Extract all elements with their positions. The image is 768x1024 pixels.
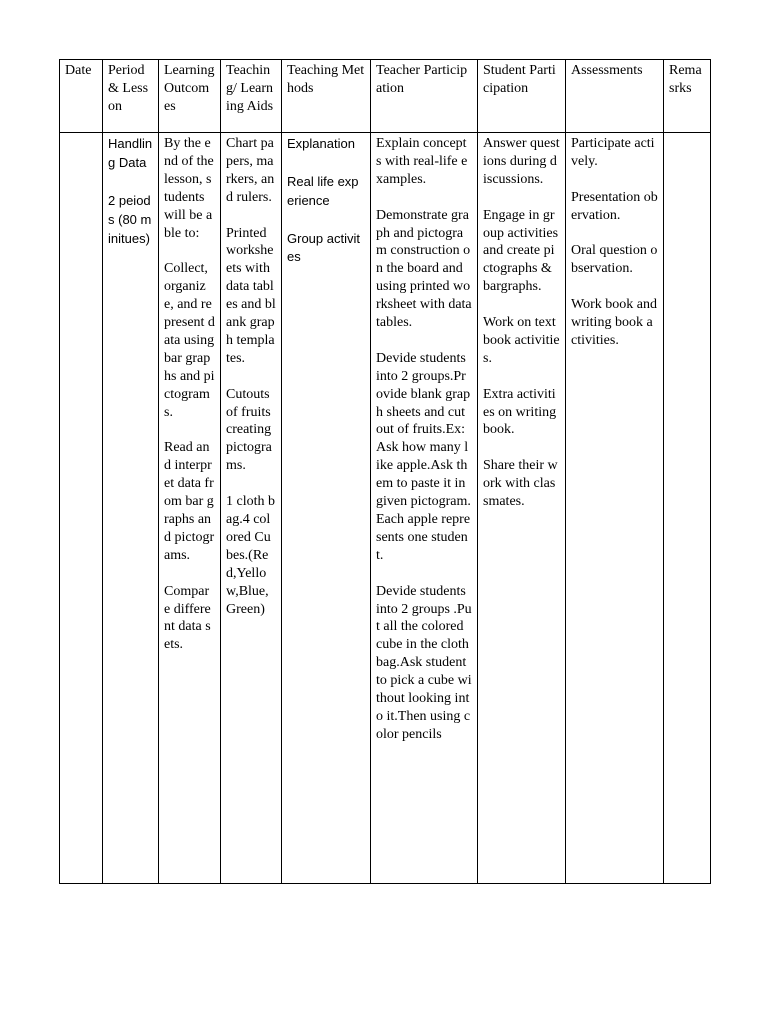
teacher-item: Explain concepts with real-life examples. <box>376 136 468 187</box>
lesson-plan-table <box>59 59 711 884</box>
student-item: Work on textbook activities. <box>483 315 560 366</box>
assessment-item: Work book and writing book activities. <box>571 297 657 348</box>
student-item: Extra activities on writing book. <box>483 386 557 438</box>
aid-item: 1 cloth bag.4 colored Cubes.(Red,Yellow,Blue,Green) <box>226 494 275 617</box>
period-duration: 2 peiods (80 minitues) <box>108 192 152 246</box>
student-item: Engage in group activities and create pictographs & bargraphs. <box>483 207 559 295</box>
period-topic: Handling Data <box>108 136 153 170</box>
header-student-participation: Student Participation <box>478 60 566 133</box>
student-item: Answer questions during discussions. <box>483 136 560 187</box>
header-teaching-methods: Teaching Methods <box>282 60 371 133</box>
cell-remarks <box>664 133 711 884</box>
header-remarks: Remasrks <box>664 60 711 133</box>
aid-item: Printed worksheets with data tables and blank graph templates. <box>226 225 276 366</box>
assessment-item: Presentation obervation. <box>571 189 658 223</box>
assessment-item: Oral question observation. <box>571 243 658 277</box>
cell-period-lesson <box>103 133 159 884</box>
header-period-lesson: Period & Lesson <box>103 60 159 133</box>
header-learning-outcomes: Learning Outcomes <box>159 60 221 133</box>
aid-item: Chart papers, markers, and rulers. <box>226 136 275 205</box>
outcome-intro: By the end of the lesson, students will be able to: <box>164 136 214 241</box>
outcome-item: Read and interpret data from bar graphs and pictograms. <box>164 440 215 563</box>
cell-teaching-methods <box>282 133 371 884</box>
cell-date <box>60 133 103 884</box>
teacher-item: Demonstrate graph and pictogram construction on the board and using printed worksheet with data tables. <box>376 207 472 331</box>
cell-learning-outcomes <box>159 133 221 884</box>
assessment-item: Participate actively. <box>571 136 655 169</box>
method-item: Group activites <box>287 230 360 265</box>
outcome-item: Compare different data sets. <box>164 583 211 653</box>
outcome-item: Collect, organize, and represent data using bar graphs and pictograms. <box>164 261 215 420</box>
header-teaching-aids: Teaching/ Learning Aids <box>221 60 282 133</box>
header-assessments: Assessments <box>566 60 664 133</box>
aid-item: Cutouts of fruits creating pictograms. <box>226 386 272 474</box>
cell-assessments <box>566 133 664 884</box>
header-teacher-participation: Teacher Participation <box>371 60 478 133</box>
header-row <box>60 60 711 133</box>
cell-teaching-aids <box>221 133 282 884</box>
teacher-item: Devide students into 2 groups.Provide blank graph sheets and cut out of fruits.Ex:Ask how many like apple.Ask them to paste it in given pictogram.Each apple represents one student. <box>376 350 471 563</box>
header-date: Date <box>60 60 103 133</box>
teacher-item: Devide students into 2 groups .Put all the colored cube in the cloth bag.Ask student to pick a cube without looking into it.Then using color pencils <box>376 583 472 742</box>
cell-student-participation <box>478 133 566 884</box>
cell-teacher-participation <box>371 133 478 884</box>
lesson-row <box>60 133 711 884</box>
method-item: Real life experience <box>287 173 359 208</box>
method-item: Explanation <box>287 136 355 151</box>
student-item: Share their work with classmates. <box>483 458 558 510</box>
